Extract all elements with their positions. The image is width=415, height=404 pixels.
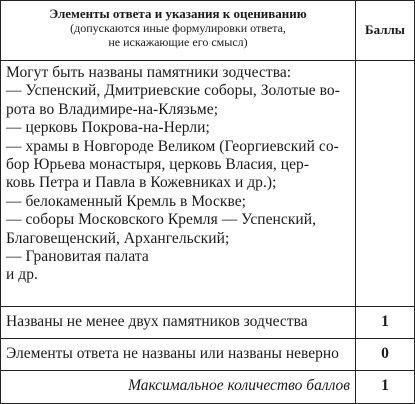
column-divider xyxy=(355,0,356,404)
criterion-text: Названы не менее двух памятников зодчества xyxy=(6,313,308,330)
criterion-points: 1 xyxy=(381,313,389,330)
max-score-points: 1 xyxy=(381,377,389,394)
table-border-top xyxy=(0,0,415,1)
criteria-header-title: Элементы ответа и указания к оцениванию xyxy=(49,6,307,21)
answer-line: — храмы в Новгороде Великом (Георгиевский со- xyxy=(6,137,339,155)
table-border-left xyxy=(0,0,1,404)
criteria-header-note: (допускаются иные формулировки ответа, xyxy=(70,21,286,35)
answer-elements xyxy=(6,64,354,285)
answer-line: — соборы Московского Кремля — Успенский, xyxy=(6,211,317,229)
answer-line: — Успенский, Дмитриевские соборы, Золотые во- xyxy=(6,82,340,100)
criteria-header xyxy=(1,6,355,49)
answer-line: рота во Владимире-на-Клязьме; xyxy=(6,100,219,118)
answer-line: — церковь Покрова-на-Нерли; xyxy=(6,119,210,137)
answer-line: бор Юрьева монастыря, церковь Власия, цер- xyxy=(6,156,310,174)
answer-line: — Грановитая палата xyxy=(6,248,149,266)
answer-divider xyxy=(0,306,415,307)
max-score-label: Максимальное количество баллов xyxy=(128,377,350,394)
answer-line: и др. xyxy=(6,266,38,284)
answer-line: Благовещенский, Архангельский; xyxy=(6,229,230,247)
row-divider xyxy=(0,338,415,339)
row-divider xyxy=(0,370,415,371)
answer-line: ковь Петра и Павла в Кожевниках и др.); xyxy=(6,174,277,192)
criterion-points: 0 xyxy=(381,345,389,362)
score-header: Баллы xyxy=(365,22,405,37)
criterion-text: Элементы ответа не названы или названы неверно xyxy=(6,345,339,362)
criteria-header-note: не искажающие его смысл) xyxy=(108,35,248,49)
answer-line: — белокаменный Кремль в Москве; xyxy=(6,192,247,210)
answer-line: Могут быть названы памятники зодчества: xyxy=(6,64,292,81)
header-divider xyxy=(0,60,415,61)
